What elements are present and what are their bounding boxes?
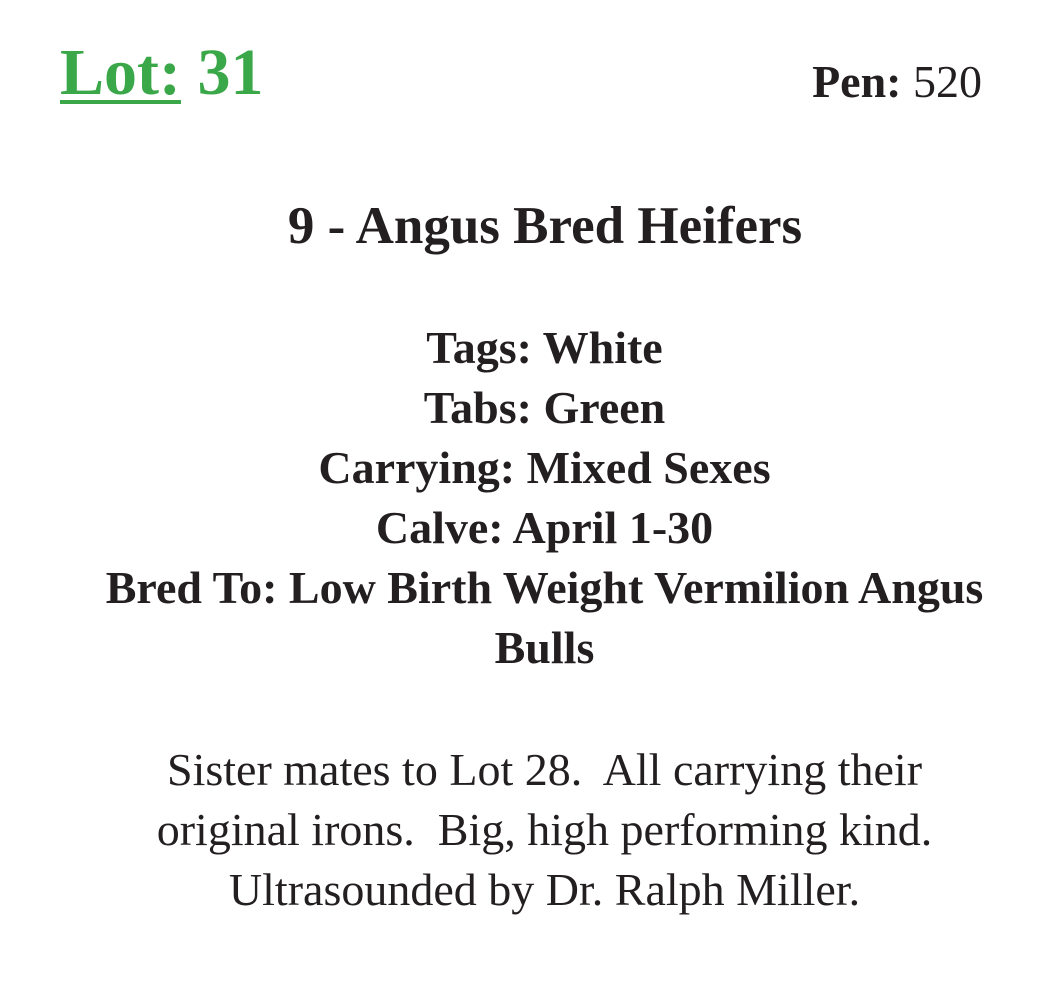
lot-label: Lot: xyxy=(60,36,181,109)
pen-number: 520 xyxy=(913,56,982,107)
calve-detail: Calve: April 1-30 xyxy=(375,502,714,553)
bred-to-detail-line1: Bred To: Low Birth Weight Vermilion Angus xyxy=(105,562,984,613)
lot-details xyxy=(30,318,1059,678)
lot-description xyxy=(30,740,1059,920)
lot-number: 31 xyxy=(197,36,264,109)
bred-to-detail-line2: Bulls xyxy=(494,622,595,673)
tabs-detail: Tabs: Green xyxy=(423,382,666,433)
lot-title: 9 - Angus Bred Heifers xyxy=(287,197,803,255)
pen-info xyxy=(812,52,982,112)
description-line-1: Sister mates to Lot 28. All carrying their xyxy=(166,744,923,795)
tags-detail: Tags: White xyxy=(426,322,663,373)
pen-label: Pen: xyxy=(812,56,902,107)
lot-header xyxy=(60,33,263,113)
carrying-detail: Carrying: Mixed Sexes xyxy=(318,442,771,493)
description-line-2: original irons. Big, high performing kind. xyxy=(156,804,933,855)
description-line-3: Ultrasounded by Dr. Ralph Miller. xyxy=(228,864,861,915)
